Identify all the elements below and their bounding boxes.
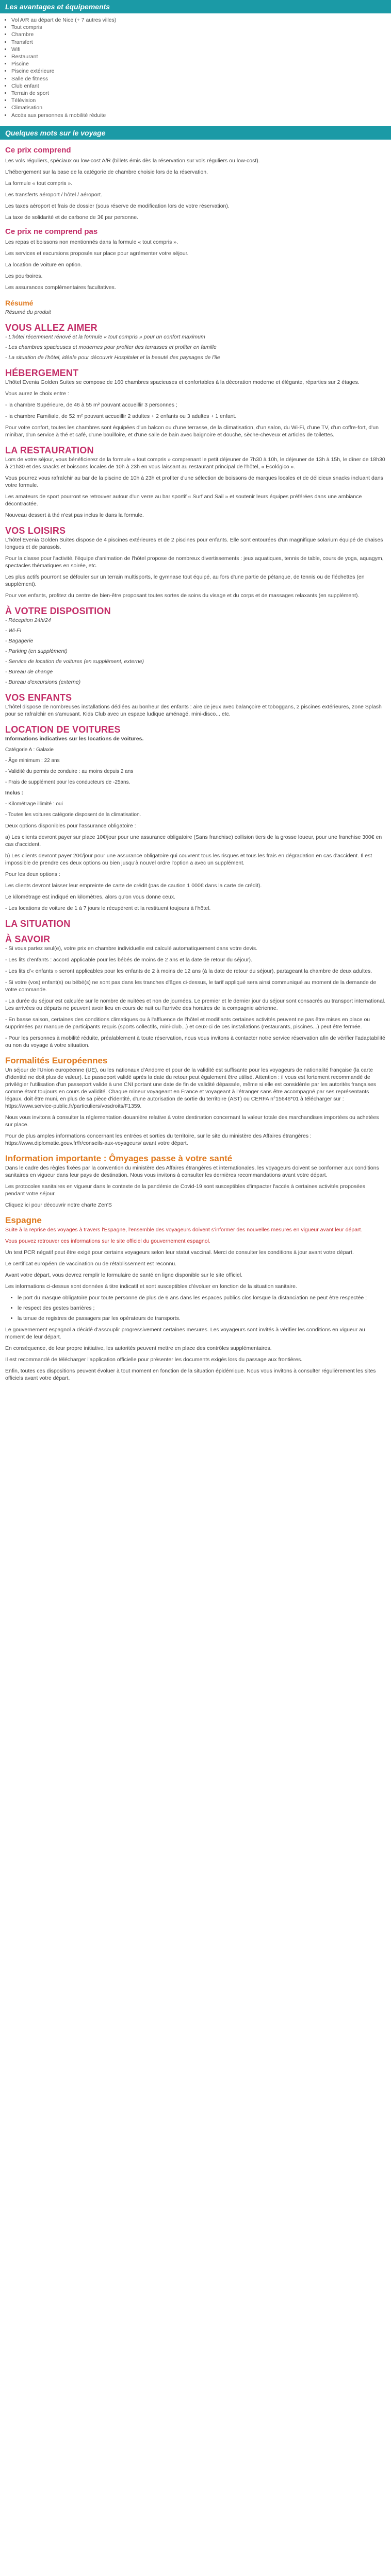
list-item: • le port du masque obligatoire pour toute personne de plus de 6 ans dans les espaces publics clos lorsque la distanciation ne peut être respectée ; (18, 1294, 386, 1301)
espagne-bullets (5, 1294, 386, 1322)
list-item: - Bureau d'excursions (externe) (5, 679, 81, 685)
equipment-banner: Les avantages et équipements (0, 0, 391, 13)
list-item: Catégorie A : Galaxie (5, 747, 54, 753)
paragraph: La taxe de solidarité et de carbone de 3€ par personne. (5, 214, 139, 221)
equipment-list (0, 16, 391, 119)
list-item: • Salle de fitness (11, 75, 391, 82)
list-item: - Kilométrage illimité : oui (5, 801, 63, 807)
list-item: - Validité du permis de conduire : au moins depuis 2 ans (5, 768, 134, 774)
paragraph: L'hôtel Evenia Golden Suites dispose de 4 piscines extérieures et de 2 piscines pour enfants. Elle sont entourées d'un magnifique solarium équipé de chaises longues et de parasols. (5, 536, 383, 550)
paragraph: Informations indicatives sur les locations de voitures. (5, 735, 144, 742)
paragraph: - En basse saison, certaines des conditions climatiques ou à l'affluence de l'hôtel et modifiants certaines activités peuvent ne pas être mises en place ou supprimées par manque de participants requis (sports collectifs, mini-club...) et ceux-ci de ces installations (restaurants, piscines...) peut être fermée. (5, 1016, 370, 1030)
list-item: - Parking (en supplément) (5, 648, 68, 654)
paragraph: Pour de plus amples informations concernant les entrées et sorties du territoire, sur le site du ministère des Affaires étrangères : https://www.diplomatie.gouv.fr/fr/conseils-aux-voyageurs/ avant votre départ. (5, 1132, 312, 1146)
paragraph: Les plus actifs pourront se défouler sur un terrain multisports, le gymnase tout équipé, au fors d'une partie de pétanque, de tennis ou de fléchettes (en supplément). (5, 573, 365, 587)
list-item: - Réception 24h/24 (5, 617, 51, 623)
paragraph: Dans le cadre des règles fixées par la convention du ministère des Affaires étrangères et internationales, les voyageurs doivent se conformer aux conditions sanitaires en vigueur dans leur pays de destination. Nous vous invitons à consulter les dernières recommandations avant votre départ. (5, 1164, 379, 1178)
paragraph: Nous vous invitons à consulter la réglementation douanière relative à votre destination concernant la valeur totale des marchandises importées ou achetées sur place. (5, 1114, 379, 1128)
section-title: Ce prix ne comprend pas (5, 227, 98, 236)
section-title: VOS ENFANTS (5, 692, 72, 703)
list-item: • Tout compris (11, 24, 391, 31)
list-item: • Télévision (11, 97, 391, 104)
paragraph: b) Les clients devront payer 20€/jour pour une assurance obligatoire qui couvrent tous les risques et tous les frais en dégradation en cas d'accident. Il est impossible de prendre ces deux options ou bien jusqu'à nouvel ordre l'option a avec un supplément. (5, 852, 372, 866)
section-title: LA SITUATION (5, 918, 71, 929)
paragraph: Les clients devront laisser leur empreinte de carte de crédit (pas de caution 1 000€ dans la carte de crédit). (5, 882, 262, 889)
paragraph: L'hôtel Evenia Golden Suites se compose de 160 chambres spacieuses et confortables à la décoration moderne et élégante, réparties sur 2 étages. (5, 379, 360, 385)
section-title: Espagne (5, 1215, 42, 1225)
paragraph: Enfin, toutes ces dispositions peuvent évoluer à tout moment en fonction de la situation épidémique. Nous vous invitons à consulter régulièrement les sites officiels avant votre départ. (5, 1367, 376, 1381)
paragraph: Les assurances complémentaires facultatives. (5, 284, 116, 291)
paragraph: Les amateurs de sport pourront se retrouver autour d'un verre au bar sportif « Surf and Sail » et soutenir leurs équipes préférées dans une ambiance décontractée. (5, 493, 362, 507)
list-item: - Wi-Fi (5, 627, 21, 634)
paragraph: Le gouvernement espagnol a décidé d'assouplir progressivement certaines mesures. Les voyageurs sont invités à vérifier les conditions en vigueur au moment de leur départ. (5, 1326, 365, 1340)
paragraph: L'hôtel dispose de nombreuses installations dédiées au bonheur des enfants : aire de jeux avec balançoire et toboggans, 2 piscines extérieures, zone Splash pour se rafraîchir en s'amusant. Kids Club avec un espace ludique aménagé, mini-disco... etc. (5, 703, 382, 717)
list-item: • Club enfant (11, 82, 391, 90)
paragraph: Les transferts aéroport / hôtel / aéroport. (5, 191, 102, 198)
section-title: Formalités Européennes (5, 1055, 108, 1065)
list-item: • Piscine extérieure (11, 67, 391, 75)
paragraph: Pour vos enfants, profitez du centre de bien-être proposant toutes sortes de soins du visage et du corps et de massages relaxants (en supplément). (5, 592, 360, 599)
list-item: • Piscine (11, 60, 391, 67)
paragraph: - Les locations de voiture de 1 à 7 jours le récupèrent et la restituent toujours à l'hôtel. (5, 905, 211, 911)
list-item: • Accès aux personnes à mobilité réduite (11, 112, 391, 119)
section-title: Information importante : Ômyages passe à votre santé (5, 1153, 233, 1163)
list-item: - Frais de supplément pour les conducteurs de -25ans. (5, 779, 131, 785)
paragraph: Il est recommandé de télécharger l'application officielle pour présenter les documents exigés lors du passage aux frontières. (5, 1356, 303, 1363)
list-item: • Transfert (11, 39, 391, 46)
list-item: - Service de location de voitures (en supplément, externe) (5, 658, 144, 665)
section-title: HÉBERGEMENT (5, 367, 79, 378)
paragraph: Suite à la reprise des voyages à travers l'Espagne, l'ensemble des voyageurs doivent s'informer des nouvelles mesures en vigueur avant leur départ. (5, 1226, 363, 1233)
paragraph: Pour les deux options : (5, 871, 60, 877)
section-title: LOCATION DE VOITURES (5, 724, 121, 735)
list-item: • Chambre (11, 31, 391, 38)
aimer-list (5, 333, 386, 361)
paragraph: - la chambre Familiale, de 52 m² pouvant accueillir 2 adultes + 2 enfants ou 3 adultes + 1 enfant. (5, 413, 237, 419)
list-item: • la tenue de registres de passagers par les opérateurs de transports. (18, 1315, 386, 1322)
list-item: - Âge minimum : 22 ans (5, 757, 60, 764)
paragraph: Vous aurez le choix entre : (5, 390, 69, 397)
list-item: - La situation de l'hôtel, idéale pour découvrir Hospitalet et la beauté des paysages de l'île (5, 354, 220, 361)
list-item: • Climatisation (11, 104, 391, 111)
section-title: VOS LOISIRS (5, 525, 66, 536)
paragraph: Un test PCR négatif peut être exigé pour certains voyageurs selon leur statut vaccinal. Merci de consulter les conditions à jour avant votre départ. (5, 1249, 354, 1256)
paragraph: - la chambre Supérieure, de 46 à 55 m² pouvant accueillir 3 personnes ; (5, 401, 177, 408)
dispo-list (5, 617, 386, 686)
paragraph: Deux options disponibles pour l'assurance obligatoire : (5, 822, 136, 829)
paragraph: Pour votre confort, toutes les chambres sont équipées d'un balcon ou d'une terrasse, de la climatisation, d'un salon, du Wi-Fi, d'une TV, d'un coffre-fort, d'un minibar, d'un service à thé et café, d'une bouilloire, et d'une salle de bain avec baignoire et douche, sèche-cheveux et articles de toilettes. (5, 424, 379, 438)
paragraph: a) Les clients devront payer sur place 10€/jour pour une assurance obligatoire (Sans franchise) collision tiers de la grosse loueur, pour une franchise 300€ en cas d'accident. (5, 834, 382, 848)
paragraph: En conséquence, de leur propre initiative, les autorités peuvent mettre en place des contrôles supplémentaires. (5, 1345, 272, 1351)
paragraph: La location de voiture en option. (5, 261, 82, 268)
paragraph: Pour la classe pour l'activité, l'équipe d'animation de l'hôtel propose de nombreux divertissements : jeux aquatiques, tennis de table, cours de yoga, aquagym, spectacles thématiques en soirée, etc. (5, 555, 384, 569)
list-item: • Restaurant (11, 53, 391, 60)
paragraph: - Les lits d'« enfants » seront applicables pour les enfants de 2 à moins de 12 ans (à la date de retour du séjour), partageant la chambre de deux adultes. (5, 968, 372, 974)
list-item: • le respect des gestes barrières ; (18, 1304, 386, 1312)
section-title: LA RESTAURATION (5, 445, 94, 455)
voyage-content (0, 147, 391, 1382)
paragraph: - Les lits d'enfants : accord applicable pour les bébés de moins de 2 ans et la date de retour du séjour). (5, 956, 252, 963)
paragraph: Les services et excursions proposés sur place pour agrémenter votre séjour. (5, 250, 189, 257)
paragraph: La formule « tout compris ». (5, 180, 73, 187)
paragraph: Inclus : (5, 790, 24, 796)
paragraph: Lors de votre séjour, vous bénéficierez de la formule « tout compris » comprenant le petit déjeuner de 7h30 à 10h, le déjeuner de 13h à 15h, le dîner de 18h30 à 21h30 et des snacks et boissons locales de 10h à 23h en vous laissant au restaurant principal de l'hôtel, « Ecológico ». (5, 456, 385, 470)
paragraph: - Pour les personnes à mobilité réduite, préalablement à toute réservation, nous vous invitons à contacter notre service réservation afin de vérifier l'adaptabilité ou non du voyage à votre situation. (5, 1035, 385, 1048)
paragraph: Les taxes aéroport et frais de dossier (sous réserve de modification lors de votre réservation). (5, 202, 230, 209)
section-title: Résumé (5, 298, 34, 307)
section-title: À SAVOIR (5, 934, 51, 944)
list-item: - Les chambres spacieuses et modernes pour profiter des terrasses et profiter en famille (5, 344, 217, 350)
list-item: - Bureau de change (5, 668, 53, 675)
paragraph: Résumé du produit (5, 309, 51, 315)
paragraph: Les pourboires. (5, 273, 43, 279)
list-item: • Vol A/R au départ de Nice (+ 7 autres villes) (11, 16, 391, 24)
list-item: - Toutes les voitures catégorie disposent de la climatisation. (5, 811, 141, 818)
paragraph: Vous pouvez retrouver ces informations sur le site officiel du gouvernement espagnol. (5, 1238, 210, 1244)
list-item: - Bagagerie (5, 637, 34, 644)
section-title: VOUS ALLEZ AIMER (5, 322, 97, 333)
paragraph: L'hébergement sur la base de la catégorie de chambre choisie lors de la réservation. (5, 168, 208, 175)
section-title: Ce prix comprend (5, 145, 71, 155)
paragraph: - La durée du séjour est calculée sur le nombre de nuitées et non de journées. Le premier et le dernier jour du séjour sont consacrés au transport international. Les arrivées ou départs ne peuvent avoir lieu en cours de nuit ou l'arrivée des horaires de la compagnie aérienne. (5, 997, 386, 1011)
paragraph: Les repas et boissons non mentionnés dans la formule « tout compris ». (5, 239, 178, 245)
paragraph: Les protocoles sanitaires en vigueur dans le contexte de la pandémie de Covid-19 sont susceptibles d'impacter l'accès à certaines activités proposées pendant votre séjour. (5, 1183, 365, 1197)
paragraph[interactable]: Cliquez ici pour découvrir notre charte Zen'S (5, 1201, 112, 1208)
paragraph: Un séjour de l'Union européenne (UE), ou les nationaux d'Andorre et pour de la validité est suffisante pour les voyageurs de nationalité française (la carte d'identité ne doit plus de valeur). Le passeport validé après la date du retour peut également être utilisé. Attention : il vous est fortement recommandé de privilégier l'utilisation d'un passeport valide à une CNI portant une date de fin de validité dépassée, même si elle est considérée par les autorités françaises comme étant toujours en cours de validité. Chaque mineur voyageant en France et voyageant à l'étranger sans être accompagné par ses représentants légaux, doit être muni, en plus de sa pièce d'identité, d'une autorisation de sortie du territoire (AST) ou CERFA n°15646*01 à télécharger sur : https://www.service-public.fr/particuliers/vosdroits/F1359. (5, 1066, 376, 1109)
paragraph: - Si vous partez seul(e), votre prix en chambre individuelle est calculé automatiquement dans votre devis. (5, 945, 258, 952)
paragraph: Vous pourrez vous rafraîchir au bar de la piscine de 10h à 23h et profiter d'une sélection de boissons de marques locales et de délicieux snacks incluant dans votre formule. (5, 474, 383, 488)
paragraph: Avant votre départ, vous devrez remplir le formulaire de santé en ligne disponible sur le site officiel. (5, 1272, 243, 1278)
section-title: À VOTRE DISPOSITION (5, 605, 111, 616)
paragraph: Le kilométrage est indiqué en kilomètres, alors qu'on vous donne ceux. (5, 893, 176, 900)
paragraph: Le certificat européen de vaccination ou de rétablissement est reconnu. (5, 1260, 177, 1267)
paragraph: Les vols réguliers, spéciaux ou low-cost A/R (billets émis dès la réservation sur vols réguliers ou low-cost). (5, 157, 260, 164)
paragraph: - Si votre (vos) enfant(s) ou bébé(s) ne sont pas dans les tranches d'âges ci-dessus, le tarif appliqué sera ainsi communiqué au moment de la demande de votre commande. (5, 979, 377, 993)
paragraph: Nouveau dessert à thé n'est pas inclus le dans la formule. (5, 512, 144, 518)
list-item: - L'hôtel récemment rénové et la formule « tout compris » pour un confort maximum (5, 333, 205, 340)
paragraph: Les informations ci-dessus sont données à titre indicatif et sont susceptibles d'évoluer en fonction de la situation sanitaire. (5, 1283, 297, 1290)
list-item: • Terrain de sport (11, 90, 391, 97)
voyage-banner: Quelques mots sur le voyage (0, 126, 391, 140)
list-item: • Wifi (11, 46, 391, 53)
